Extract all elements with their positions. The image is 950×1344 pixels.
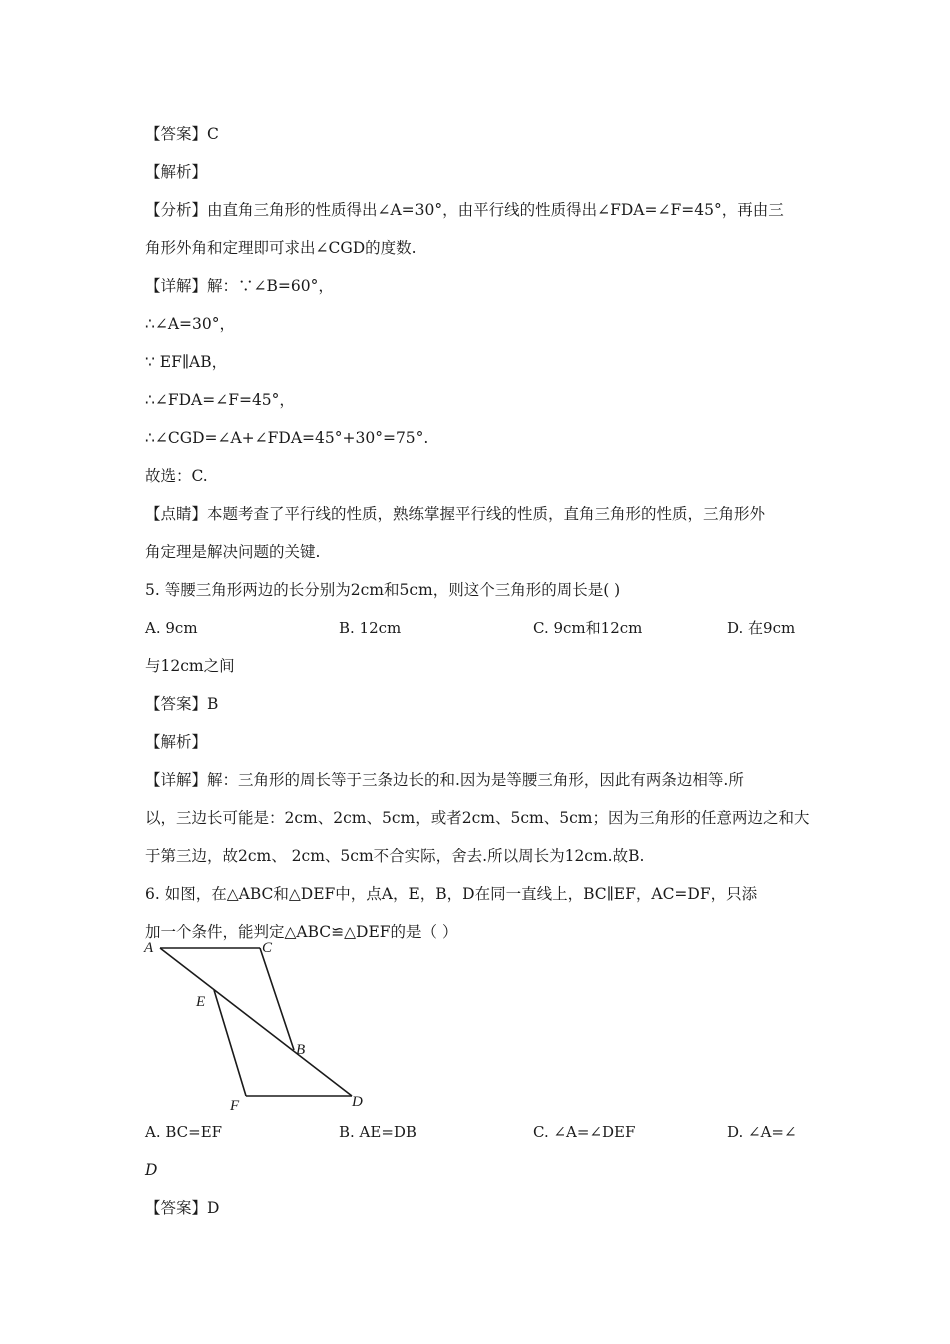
solution-choice: 故选：C. [145, 467, 208, 485]
point-label-b: B [296, 1042, 306, 1058]
question-6: 加一个条件，能判定△ABC≌△DEF的是（ ） [145, 923, 458, 941]
point-label-f: F [230, 1098, 240, 1114]
q6-option-d-cont: D [145, 1161, 158, 1179]
geometry-figure [140, 930, 380, 1120]
solution-step: ∴∠CGD=∠A+∠FDA=45°+30°=75°. [145, 429, 429, 447]
q6-option-d: D. ∠A=∠ [727, 1123, 797, 1141]
detail-text: 以，三边长可能是：2cm、2cm、5cm，或者2cm、5cm、5cm；因为三角形的任意两边之和大 [145, 809, 810, 827]
q6-option-c: C. ∠A=∠DEF [533, 1123, 636, 1141]
solution-step: ∴∠A=30°， [145, 315, 236, 333]
segment-cb [260, 948, 294, 1050]
question-5: 5. 等腰三角形两边的长分别为2cm和5cm，则这个三角形的周长是( ) [145, 581, 621, 599]
analysis-label: 【解析】 [145, 163, 208, 181]
comment-text: 角定理是解决问题的关键. [145, 543, 321, 561]
segment-ef [214, 990, 246, 1096]
detail-text: 【详解】解：三角形的周长等于三条边长的和.因为是等腰三角形，因此有两条边相等.所 [145, 771, 744, 789]
q5-option-b: B. 12cm [339, 619, 402, 637]
answer-label: 【答案】B [145, 695, 219, 713]
point-label-d: D [352, 1094, 363, 1110]
q5-option-c: C. 9cm和12cm [533, 619, 643, 637]
detail-text: 于第三边，故2cm、 2cm、5cm不合实际，舍去.所以周长为12cm.故B. [145, 847, 645, 865]
segment-ad [160, 948, 352, 1096]
point-label-a: A [144, 940, 154, 956]
point-label-e: E [196, 994, 206, 1010]
q5-option-a: A. 9cm [145, 619, 198, 637]
detail-label: 【详解】解：∵∠B=60°， [145, 277, 334, 295]
q6-option-a: A. BC=EF [145, 1123, 223, 1141]
point-label-c: C [262, 940, 273, 956]
comment-text: 【点睛】本题考查了平行线的性质，熟练掌握平行线的性质，直角三角形的性质，三角形外 [145, 505, 766, 523]
solution-step: ∴∠FDA=∠F=45°， [145, 391, 295, 409]
q5-option-d-cont: 与12cm之间 [145, 657, 235, 675]
solution-step: ∵ EF∥AB， [145, 353, 228, 371]
q6-option-b: B. AE=DB [339, 1123, 417, 1141]
answer-label: 【答案】D [145, 1199, 220, 1217]
analysis-label: 【解析】 [145, 733, 208, 751]
answer-label: 【答案】C [145, 125, 219, 143]
question-6: 6. 如图，在△ABC和△DEF中，点A，E，B，D在同一直线上，BC∥EF，AC=DF，只添 [145, 885, 758, 903]
q5-option-d: D. 在9cm [727, 619, 796, 637]
analysis-text: 角形外角和定理即可求出∠CGD的度数. [145, 239, 417, 257]
analysis-text: 【分析】由直角三角形的性质得出∠A=30°，由平行线的性质得出∠FDA=∠F=45°，再由三 [145, 201, 784, 219]
